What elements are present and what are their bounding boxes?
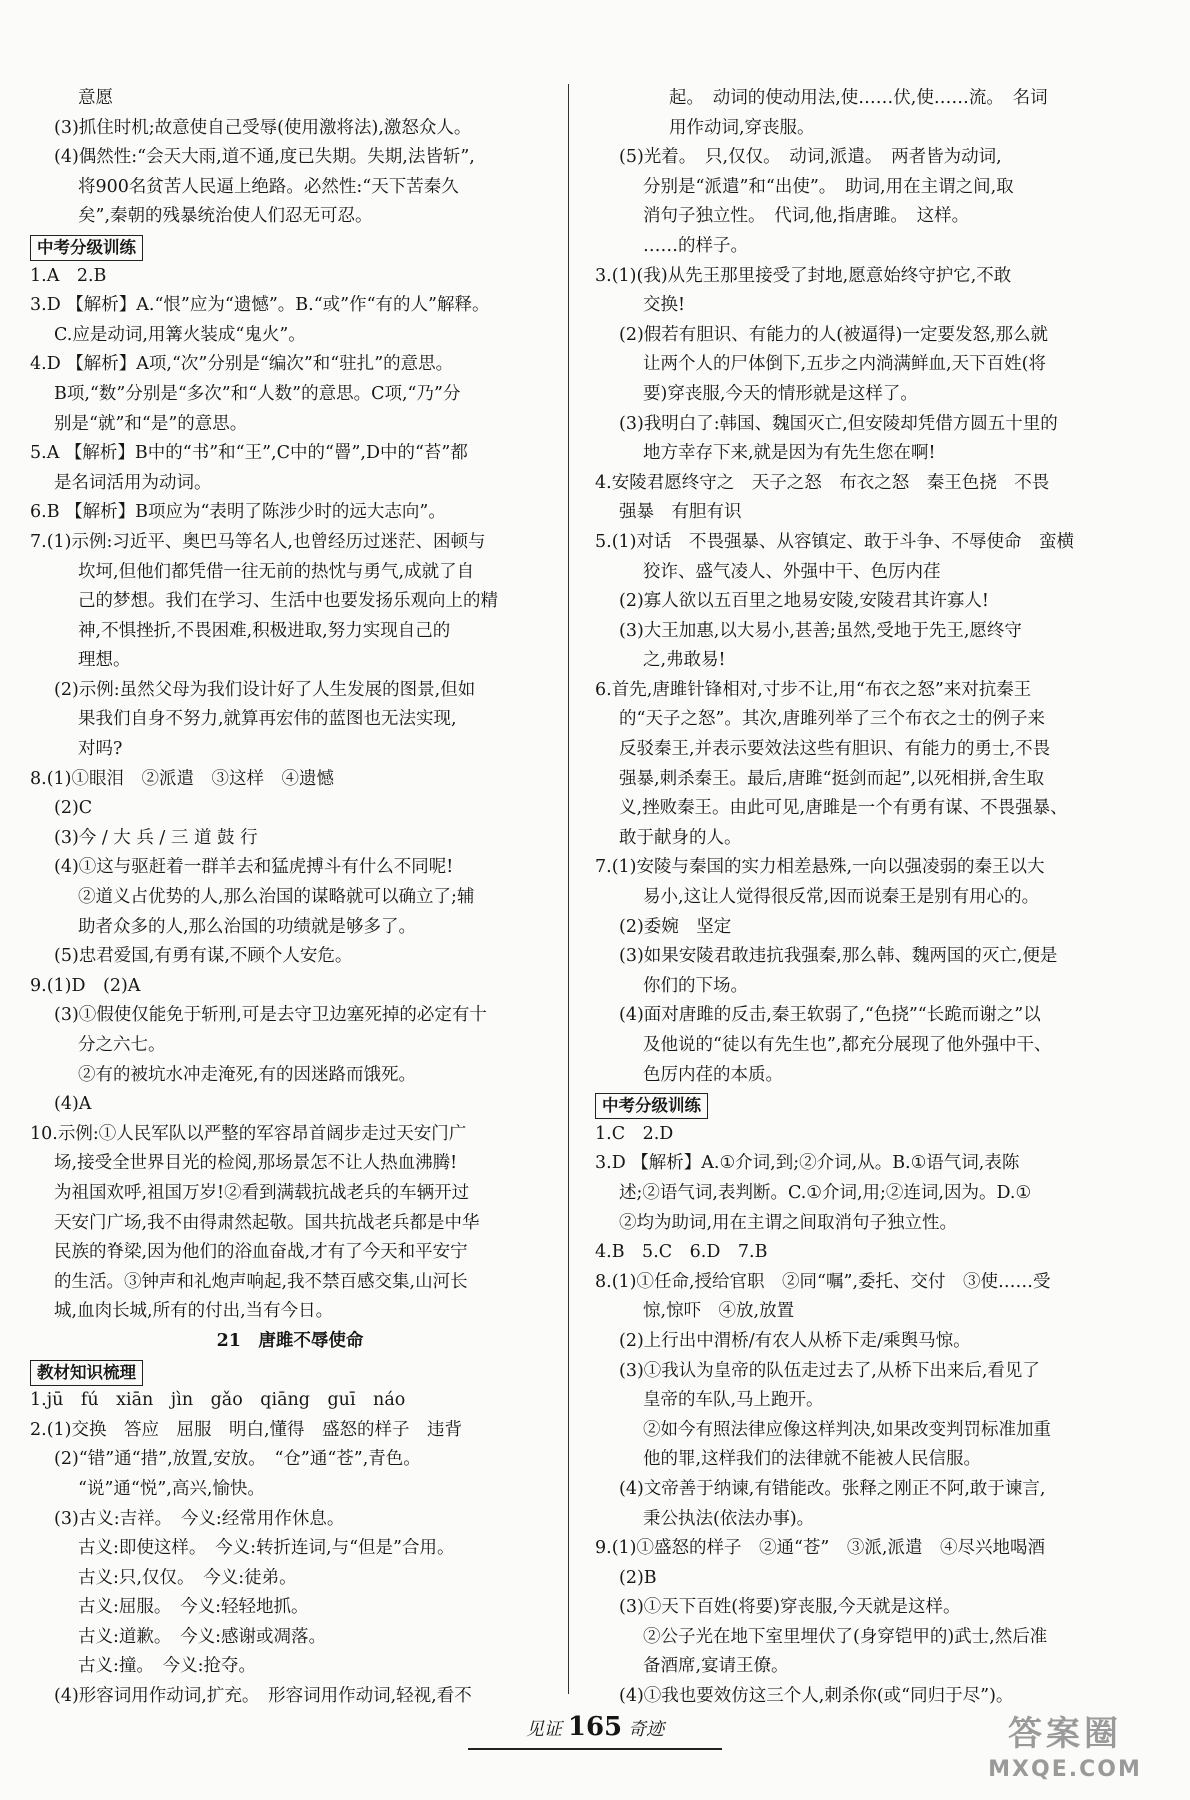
answer-line: 古义:撞。 今义:抢夺。	[78, 1656, 257, 1677]
answer-line: 皇帝的车队,马上跑开。	[643, 1390, 824, 1411]
answer-line: 对吗?	[78, 739, 123, 760]
answer-line: (4)①这与驱赶着一群羊去和猛虎搏斗有什么不同呢!	[54, 857, 454, 878]
answer-line: 将900名贫苦人民逼上绝路。必然性:“天下苦秦久	[78, 176, 459, 197]
answer-line: 9.(1)①盛怒的样子 ②通“苍” ③派,派遣 ④尽兴地喝酒	[595, 1538, 1045, 1559]
answer-line: (3)①我认为皇帝的队伍走过去了,从桥下出来后,看见了	[619, 1360, 1040, 1381]
left-column	[30, 84, 550, 1712]
answer-line: 的生活。③钟声和礼炮声响起,我不禁百感交集,山河长	[54, 1271, 468, 1292]
answer-line: 为祖国欢呼,祖国万岁!②看到满载抗战老兵的车辆开过	[54, 1182, 470, 1203]
answer-line: 坎坷,但他们都凭借一往无前的热忱与勇气,成就了自	[78, 561, 475, 582]
answer-line: 4.安陵君愿终守之 天子之怒 布衣之怒 秦王色挠 不畏	[595, 472, 1050, 493]
answer-line: 是名词活用为动词。	[54, 472, 212, 493]
answer-line: (5)光着。 只,仅仅。 动词,派遣。 两者皆为动词,	[619, 147, 1002, 168]
answer-line: (3)大王加惠,以大易小,甚善;虽然,受地于先王,愿终守	[619, 620, 1022, 641]
answer-line: (2)示例:虽然父母为我们设计好了人生发展的图景,但如	[54, 679, 476, 700]
answer-line: 8.(1)①眼泪 ②派遣 ③这样 ④遗憾	[30, 768, 334, 789]
answer-line: 10.示例:①人民军队以严整的军容昂首阔步走过天安门广	[30, 1123, 467, 1144]
answer-line: 9.(1)D (2)A	[30, 975, 141, 996]
answer-line: 古义:屈服。 今义:轻轻地抓。	[78, 1597, 309, 1618]
answer-line: 6.首先,唐雎针锋相对,寸步不让,用“布衣之怒”来对抗秦王	[595, 679, 1032, 700]
answer-line: 古义:道歉。 今义:感谢或凋落。	[78, 1626, 327, 1647]
answer-line: 地方幸存下来,就是因为有先生您在啊!	[643, 443, 936, 464]
section-label-row	[595, 1090, 1115, 1120]
answer-line: 他的罪,这样我们的法律就不能被人民信服。	[643, 1449, 982, 1470]
right-column	[595, 84, 1115, 1712]
answer-line: (4)形容词用作动词,扩充。 形容词用作动词,轻视,看不	[54, 1686, 472, 1707]
answer-line: (3)如果安陵君敢违抗我强秦,那么韩、魏两国的灭亡,便是	[619, 946, 1058, 967]
answer-line: 理想。	[78, 650, 131, 671]
answer-line: 神,不惧挫折,不畏困难,积极进取,努力实现自己的	[78, 620, 451, 641]
answer-line: 1.C 2.D	[595, 1123, 674, 1144]
answer-line: ②如今有照法律应像这样判决,如果改变判罚标准加重	[643, 1419, 1052, 1440]
answer-line: 反驳秦王,并表示要效法这些有胆识、有能力的勇士,不畏	[619, 739, 1051, 760]
answer-line: 狡诈、盛气凌人、外强中干、色厉内荏	[643, 561, 941, 582]
answer-line: 4.B 5.C 6.D 7.B	[595, 1242, 768, 1263]
answer-line: (3)今 / 大 兵 / 三 道 鼓 行	[54, 827, 258, 848]
answer-line: 强暴 有胆有识	[619, 502, 742, 523]
footer-left-text: 见证	[525, 1719, 562, 1740]
answer-line: 果我们自身不努力,就算再宏伟的蓝图也无法实现,	[78, 709, 457, 730]
answer-line: 城,血肉长城,所有的付出,当有今日。	[54, 1301, 334, 1322]
answer-line: 3.(1)(我)从先王那里接受了封地,愿意始终守护它,不敢	[595, 265, 1012, 286]
answer-line: 6.B 【解析】B项应为“表明了陈涉少时的远大志向”。	[30, 502, 446, 523]
answer-line: 用作动词,穿丧服。	[669, 117, 815, 138]
answer-line: 场,接受全世界目光的检阅,那场景怎不让人热血沸腾!	[54, 1153, 458, 1174]
answer-line: (2)委婉 坚定	[619, 916, 732, 937]
answer-line: 古义:只,仅仅。 今义:徒弟。	[78, 1567, 297, 1588]
section-label-row	[30, 1357, 550, 1387]
answer-line: 7.(1)示例:习近平、奥巴马等名人,也曾经历过迷茫、困顿与	[30, 531, 486, 552]
answer-line: ②均为助词,用在主谓之间取消句子独立性。	[619, 1212, 958, 1233]
section-label: 教材知识梳理	[30, 1360, 143, 1386]
answer-line: 3.D 【解析】A.①介词,到;②介词,从。B.①语气词,表陈	[595, 1153, 1020, 1174]
watermark-url: MXQE.COM	[988, 1757, 1142, 1782]
answer-line: 要)穿丧服,今天的情形就是这样了。	[643, 383, 918, 404]
answer-line: (5)忠君爱国,有勇有谋,不顾个人安危。	[54, 946, 353, 967]
answer-line: 的“天子之怒”。其次,唐雎列举了三个布衣之士的例子来	[619, 709, 1045, 730]
answer-line: 5.(1)对话 不畏强暴、从容镇定、敢于斗争、不辱使命 蛮横	[595, 531, 1074, 552]
answer-line: 之,弗敢易!	[643, 650, 726, 671]
answer-line: 起。 动词的使动用法,使……伏,使……流。 名词	[669, 88, 1048, 108]
section-label: 中考分级训练	[595, 1093, 708, 1119]
answer-line: 4.D 【解析】A项,“次”分别是“编次”和“驻扎”的意思。	[30, 354, 454, 375]
answer-line: 己的梦想。我们在学习、生活中也要发扬乐观向上的精	[78, 591, 498, 612]
answer-line: 2.(1)交换 答应 屈服 明白,懂得 盛怒的样子 违背	[30, 1419, 463, 1440]
answer-line: 秉公执法(依法办事)。	[643, 1508, 815, 1529]
answer-line: 强暴,刺杀秦王。最后,唐雎“挺剑而起”,以死相拼,舍生取	[619, 768, 1045, 789]
answer-line: 1.A 2.B	[30, 265, 107, 286]
answer-line: ……的样子。	[643, 235, 748, 256]
answer-line: 意愿	[78, 88, 113, 108]
answer-line: (3)抓住时机;故意使自己受辱(使用激将法),激怒众人。	[54, 117, 472, 138]
answer-line: ②公子光在地下室里埋伏了(身穿铠甲的)武士,然后准	[643, 1626, 1048, 1647]
answer-line: 助者众多的人,那么治国的功绩就是够多了。	[78, 916, 417, 937]
answer-line: 让两个人的尸体倒下,五步之内淌满鲜血,天下百姓(将	[643, 354, 1046, 375]
answer-line: 义,挫败秦王。由此可见,唐雎是一个有勇有谋、不畏强暴、	[619, 798, 1068, 819]
answer-line: 8.(1)①任命,授给官职 ②同“嘱”,委托、交付 ③使……受	[595, 1271, 1051, 1292]
answer-line: (4)文帝善于纳谏,有错能改。张释之刚正不阿,敢于谏言,	[619, 1478, 1046, 1499]
answer-line: 3.D 【解析】A.“恨”应为“遗憾”。B.“或”作“有的人”解释。	[30, 295, 490, 316]
answer-line: 别是“就”和“是”的意思。	[54, 413, 248, 434]
answer-line: (2)假若有胆识、有能力的人(被逼得)一定要发怒,那么就	[619, 324, 1049, 345]
answer-line: B项,“数”分别是“多次”和“人数”的意思。C项,“乃”分	[54, 383, 461, 404]
answer-line: (4)A	[54, 1094, 92, 1115]
answer-line: (2)B	[619, 1567, 657, 1588]
answer-line: (4)面对唐雎的反击,秦王软弱了,“色挠”“长跪而谢之”以	[619, 1005, 1041, 1026]
answer-line: 你们的下场。	[643, 975, 748, 996]
answer-line: 7.(1)安陵与秦国的实力相差悬殊,一向以强凌弱的秦王以大	[595, 857, 1045, 878]
answer-line: 分别是“派遣”和“出使”。 助词,用在主谓之间,取	[643, 176, 1014, 197]
answer-line: (3)①天下百姓(将要)穿丧服,今天就是这样。	[619, 1597, 961, 1618]
answer-line: 惊,惊吓 ④放,放置	[643, 1301, 795, 1322]
answer-line: ②道义占优势的人,那么治国的谋略就可以确立了;辅	[78, 887, 475, 908]
answer-line: (2)C	[54, 798, 93, 819]
section-label-row	[30, 232, 550, 262]
answer-line: 消句子独立性。 代词,他,指唐雎。 这样。	[643, 206, 970, 227]
answer-line: (4)①我也要效仿这三个人,刺杀你(或“同归于尽”)。	[619, 1686, 1014, 1707]
answer-line: ②有的被坑水冲走淹死,有的因迷路而饿死。	[78, 1064, 417, 1085]
answer-line: (2)寡人欲以五百里之地易安陵,安陵君其许寡人!	[619, 591, 989, 612]
answer-line: 天安门广场,我不由得肃然起敬。国共抗战老兵都是中华	[54, 1212, 480, 1233]
footer-rule	[468, 1748, 722, 1750]
page-number: 165	[567, 1712, 623, 1742]
answer-line: 述;②语气词,表判断。C.①介词,用;②连词,因为。D.①	[619, 1182, 1032, 1203]
section-label: 中考分级训练	[30, 235, 143, 261]
answer-line: (3)①假使仅能免于斩刑,可是去守卫边塞死掉的必定有十	[54, 1005, 487, 1026]
answer-line: (2)上行出中渭桥/有农人从桥下走/乘舆马惊。	[619, 1330, 971, 1351]
answer-line: “说”通“悦”,高兴,愉快。	[78, 1478, 265, 1499]
answer-line: 易小,这让人觉得很反常,因而说秦王是别有用心的。	[643, 887, 1040, 908]
answer-line: 古义:即使这样。 今义:转折连词,与“但是”合用。	[78, 1538, 455, 1559]
answer-line: 民族的脊梁,因为他们的浴血奋战,才有了今天和平安宁	[54, 1242, 468, 1263]
answer-line: 备酒席,宴请王僚。	[643, 1656, 789, 1677]
watermark-logo	[960, 1712, 1170, 1790]
answer-line: (3)古义:吉祥。 今义:经常用作休息。	[54, 1508, 345, 1529]
answer-line: 矣”,秦朝的残暴统治使人们忍无可忍。	[78, 206, 373, 227]
answer-line: (2)“错”通“措”,放置,安放。 “仓”通“苍”,青色。	[54, 1449, 421, 1470]
answer-line: (3)我明白了:韩国、魏国灭亡,但安陵却凭借方圆五十里的	[619, 413, 1058, 434]
footer-right-text: 奇迹	[628, 1719, 665, 1740]
answer-line: 交换!	[643, 295, 686, 316]
answer-line: 5.A 【解析】B中的“书”和“王”,C中的“罾”,D中的“苔”都	[30, 443, 468, 464]
answer-line: 分之六七。	[78, 1035, 166, 1055]
answer-line: (4)偶然性:“会天大雨,道不通,度已失期。失期,法皆斩”,	[54, 147, 475, 168]
watermark-title: 答案圈	[1008, 1714, 1122, 1754]
column-divider	[568, 84, 569, 1694]
answer-line: C.应是动词,用篝火装成“鬼火”。	[54, 324, 306, 345]
answer-line: 及他说的“徒以有先生也”,都充分展现了他外强中干、	[643, 1035, 1052, 1055]
answer-line: 敢于献身的人。	[619, 827, 742, 848]
answer-line: 色厉内荏的本质。	[643, 1064, 783, 1085]
answer-line: 1.jū fú xiān jìn gǎo qiāng guī náo	[30, 1390, 406, 1411]
lesson-heading: 21 唐雎不辱使命	[216, 1330, 364, 1351]
